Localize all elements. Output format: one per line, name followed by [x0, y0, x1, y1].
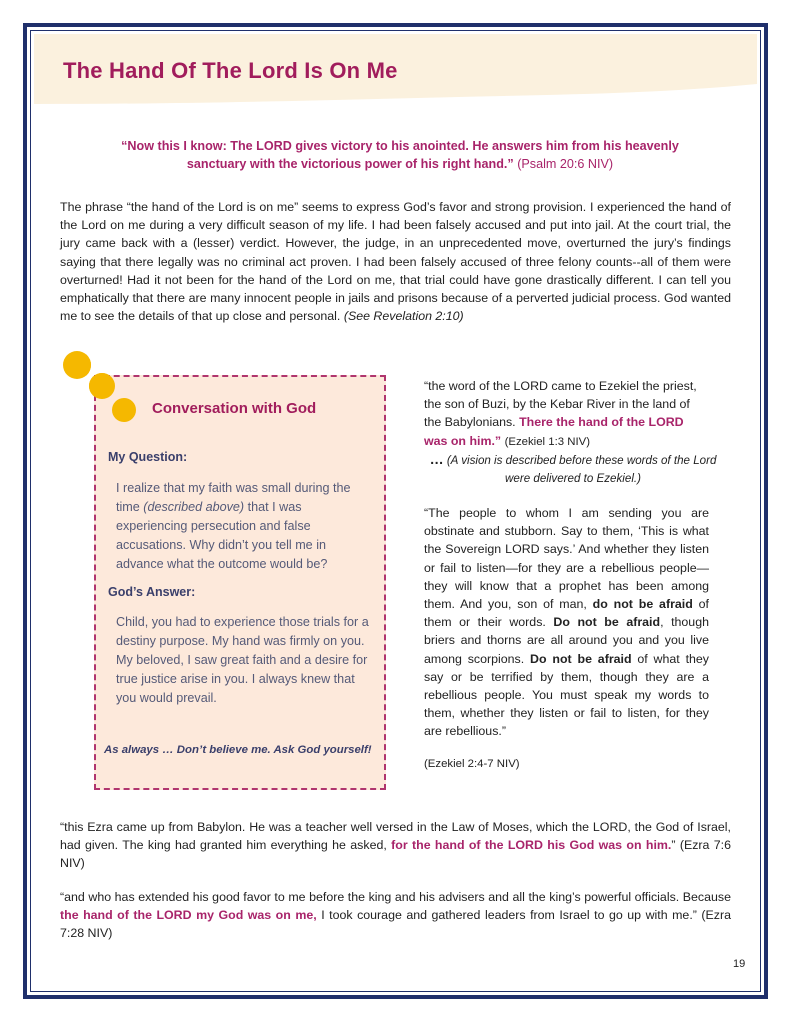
page-number: 19 [733, 958, 746, 970]
ezekiel-1-note [428, 450, 718, 488]
answer-label: God’s Answer: [108, 585, 196, 599]
ezekiel-2-bold-3: Do not be afraid [530, 651, 632, 666]
intro-paragraph [60, 198, 731, 325]
intro-text: The phrase “the hand of the Lord is on me” seems to express God’s favor and strong provision. I experienced the hand of the Lord on me during a very difficult season of my life. I had been falsely accused and put into jail. At the court trial, the jury came back with a (lesser) verdict. However, the judge, in an unprecedented move, overturned the jury’s findings saying that there legally was no criminal act proven. I had been falsely accused of three felony counts--all of them were overturned! Had it not been for the hand of the Lord on me, that trial could have gone drastically different. I can tell you emphatically that there are many innocent people in jails and prisons because of a perverted judicial process. God wanted me to see the details of that up close and personal. [60, 200, 731, 324]
ezra-7-28-text-1: “and who has extended his good favor to me before the king and his advisers and all the king’s powerful officials. Because [60, 890, 731, 904]
ellipsis: … [429, 451, 444, 467]
ezekiel-1-note-text: (A vision is described before these words of the Lord were delivered to Ezekiel.) [446, 454, 717, 485]
ezekiel-2-quote [424, 504, 709, 741]
ezra-7-6-ref: ” (Ezra 7:6 NIV) [60, 838, 731, 871]
question-text-part1: I realize that my faith was small during the time [116, 481, 351, 514]
ezra-7-6-quote [60, 818, 731, 873]
top-quote [100, 137, 700, 173]
ezekiel-2-text-1: “The people to whom I am sending you are obstinate and stubborn. Say to them, ‘This is what the Sovereign LORD says.’ And whether they listen or fail to listen—for they are a rebellious people—they will know that a prophet has been among them. And you, son of man, [424, 506, 709, 612]
ezekiel-2-bold-1: do not be afraid [592, 597, 693, 612]
ezekiel-2-text-4: of what they say or be terrified by them, though they are a rebellious people. You must speak my words to them, whether they listen or fail to listen, for they are rebellious.” [424, 651, 709, 739]
answer-text: Child, you had to experience those trials for a destiny purpose. My hand was firmly on you. My beloved, I saw great faith and a desire for true justice arise in you. I always knew that you would prevail. [116, 615, 369, 705]
intro-ref: (See Revelation 2:10) [343, 309, 464, 324]
decorative-dots-overlay [60, 348, 150, 428]
ezekiel-1-quote [424, 377, 709, 451]
ezekiel-2-text-3: , though briers and thorns are all around you and you live among scorpions. [424, 615, 709, 666]
conversation-card [94, 375, 386, 790]
top-quote-text: “Now this I know: The LORD gives victory to his anointed. He answers him from his heavenly sanctuary with the victorious power of his right hand.” [121, 139, 679, 171]
ezra-7-28-quote [60, 888, 731, 943]
ezekiel-2-ref: (Ezekiel 2:4-7 NIV) [424, 758, 520, 770]
question-text-emphasis: (described above) [143, 500, 245, 514]
ezekiel-2-bold-2: Do not be afraid [553, 615, 661, 630]
card-title: Conversation with God [152, 400, 317, 417]
ezra-7-28-highlight: the hand of the LORD my God was on me, [60, 908, 317, 923]
top-quote-ref: (Psalm 20:6 NIV) [517, 157, 614, 171]
ezra-7-28-text-2: I took courage and gathered leaders from Israel to go up with me.” (Ezra 7:28 NIV) [60, 908, 731, 941]
ezekiel-2-text-2: of them or their words. [424, 597, 709, 630]
question-text [116, 479, 371, 574]
ezra-7-6-text: “this Ezra came up from Babylon. He was a teacher well versed in the Law of Moses, which the LORD, the God of Israel, had given. The king had granted him everything he asked, [60, 820, 731, 853]
question-label: My Question: [108, 450, 188, 464]
ezekiel-1-ref: (Ezekiel 1:3 NIV) [504, 435, 591, 448]
ezra-7-6-highlight: for the hand of the LORD his God was on him. [391, 838, 672, 853]
page-title: The Hand Of The Lord Is On Me [63, 58, 398, 83]
ezekiel-1-text: “the word of the LORD came to Ezekiel the priest, the son of Buzi, by the Kebar River in the land of the Babylonians. [424, 379, 697, 430]
card-footer: As always … Don’t believe me. Ask God yourself! [104, 744, 372, 756]
question-text-part2: that I was experiencing persecution and false accusations. Why didn’t you tell me in advance what the outcome would be? [116, 500, 328, 571]
ezekiel-1-highlight: There the hand of the LORD was on him.” [424, 415, 684, 448]
